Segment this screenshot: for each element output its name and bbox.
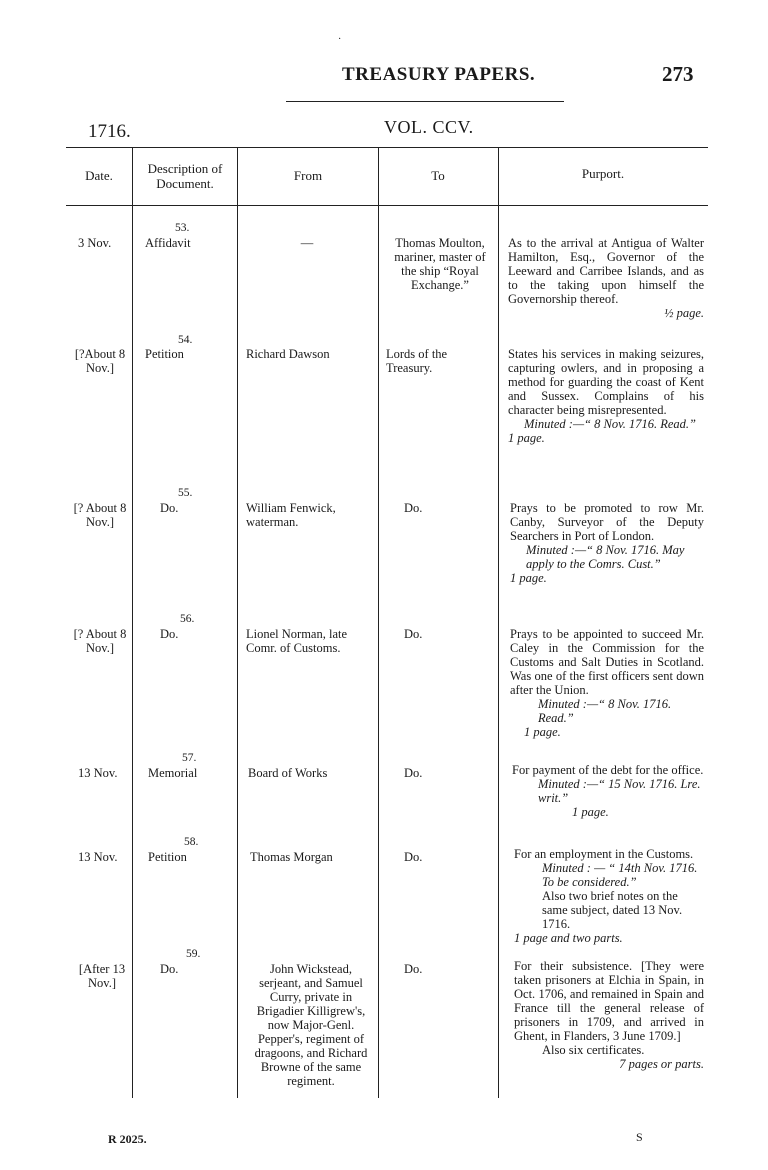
entry-purport: For payment of the debt for the office. (512, 763, 704, 777)
volume-label: VOL. CCV. (384, 117, 474, 137)
minuted-note: Minuted : — “ 14th Nov. 1716. To be considered.” (542, 861, 698, 889)
column-divider (132, 148, 133, 1098)
page-count: ½ page. (664, 306, 704, 320)
page-count: 1 page and two parts. (514, 931, 623, 945)
page-count: 1 page. (510, 571, 547, 585)
entry-date: 13 Nov. (78, 766, 118, 780)
entry-description: Affidavit (145, 236, 191, 250)
entry-to: Do. (404, 850, 423, 864)
signature-mark: R 2025. (108, 1132, 147, 1146)
entry-from: William Fenwick, waterman. (246, 501, 336, 529)
entry-number: 58. (184, 836, 199, 848)
entry-description: Do. (160, 627, 179, 641)
entry-date: [? About 8 Nov.] (73, 627, 127, 655)
entry-description: Petition (148, 850, 187, 864)
page-count: 1 page. (524, 725, 561, 739)
entry-to: Do. (404, 962, 423, 976)
entry-to: Do. (404, 501, 423, 515)
entry-description: Petition (145, 347, 184, 361)
entry-date: 3 Nov. (78, 236, 112, 250)
entry-date: [?About 8 Nov.] (74, 347, 126, 375)
entry-number: 59. (186, 948, 201, 960)
table-top-rule (66, 147, 708, 148)
page-number: 273 (662, 62, 694, 86)
sheet-mark: S (636, 1130, 643, 1144)
entry-from: Thomas Morgan (250, 850, 333, 864)
entry-to: Do. (404, 627, 423, 641)
entry-number: 53. (175, 222, 190, 234)
entry-number: 55. (178, 487, 193, 499)
entry-to: Lords of the Treasury. (386, 347, 448, 375)
entry-description: Do. (160, 501, 179, 515)
entry-purport: For an employment in the Customs. (514, 847, 694, 861)
entry-number: 57. (182, 752, 197, 764)
entry-date: [After 13 Nov.] (78, 962, 126, 990)
page-count: 1 page. (572, 805, 609, 819)
column-header-from: From (293, 168, 323, 183)
table-header-rule (66, 205, 708, 206)
minuted-note: Minuted :—“ 8 Nov. 1716. Read.” (524, 417, 696, 431)
column-divider (498, 148, 499, 1098)
year-label: 1716. (88, 121, 131, 142)
additional-note: Also two brief notes on the same subject, dated 13 Nov. 1716. (542, 889, 683, 931)
entry-purport: States his services in making seizures, capturing owlers, and in proposing a method for guarding the coast of Kent and Sussex. Complains of his character being misrepresented. (508, 347, 704, 417)
entry-to: Thomas Moulton, mariner, master of the ship “Royal Exchange.” (394, 236, 486, 292)
entry-description: Memorial (148, 766, 198, 780)
column-header-description: Description of Document. (147, 161, 223, 191)
page-count: 7 pages or parts. (619, 1057, 704, 1071)
additional-note: Also six certificates. (542, 1043, 645, 1057)
entry-date: [? About 8 Nov.] (73, 501, 127, 529)
entry-from: Board of Works (248, 766, 328, 780)
minuted-note: Minuted :—“ 15 Nov. 1716. Lre. writ.” (538, 777, 701, 805)
entry-number: 54. (178, 334, 193, 346)
entry-purport: As to the arrival at Antigua of Walter Hamilton, Esq., Governor of the Leeward and Carribee Islands, and as to the taking upon himself the Governorship thereof. (508, 236, 704, 306)
entry-to: Do. (404, 766, 423, 780)
title-rule (286, 101, 564, 102)
entry-number: 56. (180, 613, 195, 625)
running-title: TREASURY PAPERS. (342, 64, 536, 85)
minuted-note: Minuted :—“ 8 Nov. 1716. May apply to the Comrs. Cust.” (526, 543, 685, 571)
column-divider (237, 148, 238, 1098)
minuted-note: Minuted :—“ 8 Nov. 1716. Read.” (538, 697, 672, 725)
column-header-to: To (431, 168, 445, 183)
entry-date: 13 Nov. (78, 850, 118, 864)
speck: · (338, 34, 342, 45)
page-count: 1 page. (508, 431, 545, 445)
entry-from: Richard Dawson (246, 347, 330, 361)
entry-from: John Wickstead, serjeant, and Samuel Curry, private in Brigadier Killigrew's, now Major-Genl. Pepper's, regiment of dragoons, and Richard Browne of the same regiment. (254, 962, 368, 1088)
entry-purport: For their subsistence. [They were taken prisoners at Elchia in Spain, in Oct. 1706, and remained in Spain and France till the general release of prisoners in 1709, and arrived in Ghent, in Flanders, 3 June 1709.] (514, 959, 704, 1043)
column-header-purport: Purport. (581, 166, 625, 181)
column-divider (378, 148, 379, 1098)
entry-purport: Prays to be appointed to succeed Mr. Caley in the Commission for the Customs and Salt Duties in Scotland. Was one of the first officers sent down after the Union. (510, 627, 704, 697)
entry-description: Do. (160, 962, 179, 976)
entry-from: — (300, 236, 314, 250)
entry-purport: Prays to be promoted to row Mr. Canby, Surveyor of the Deputy Searchers in Port of London. (510, 501, 704, 543)
entry-from: Lionel Norman, late Comr. of Customs. (246, 627, 348, 655)
column-header-date: Date. (85, 168, 113, 183)
